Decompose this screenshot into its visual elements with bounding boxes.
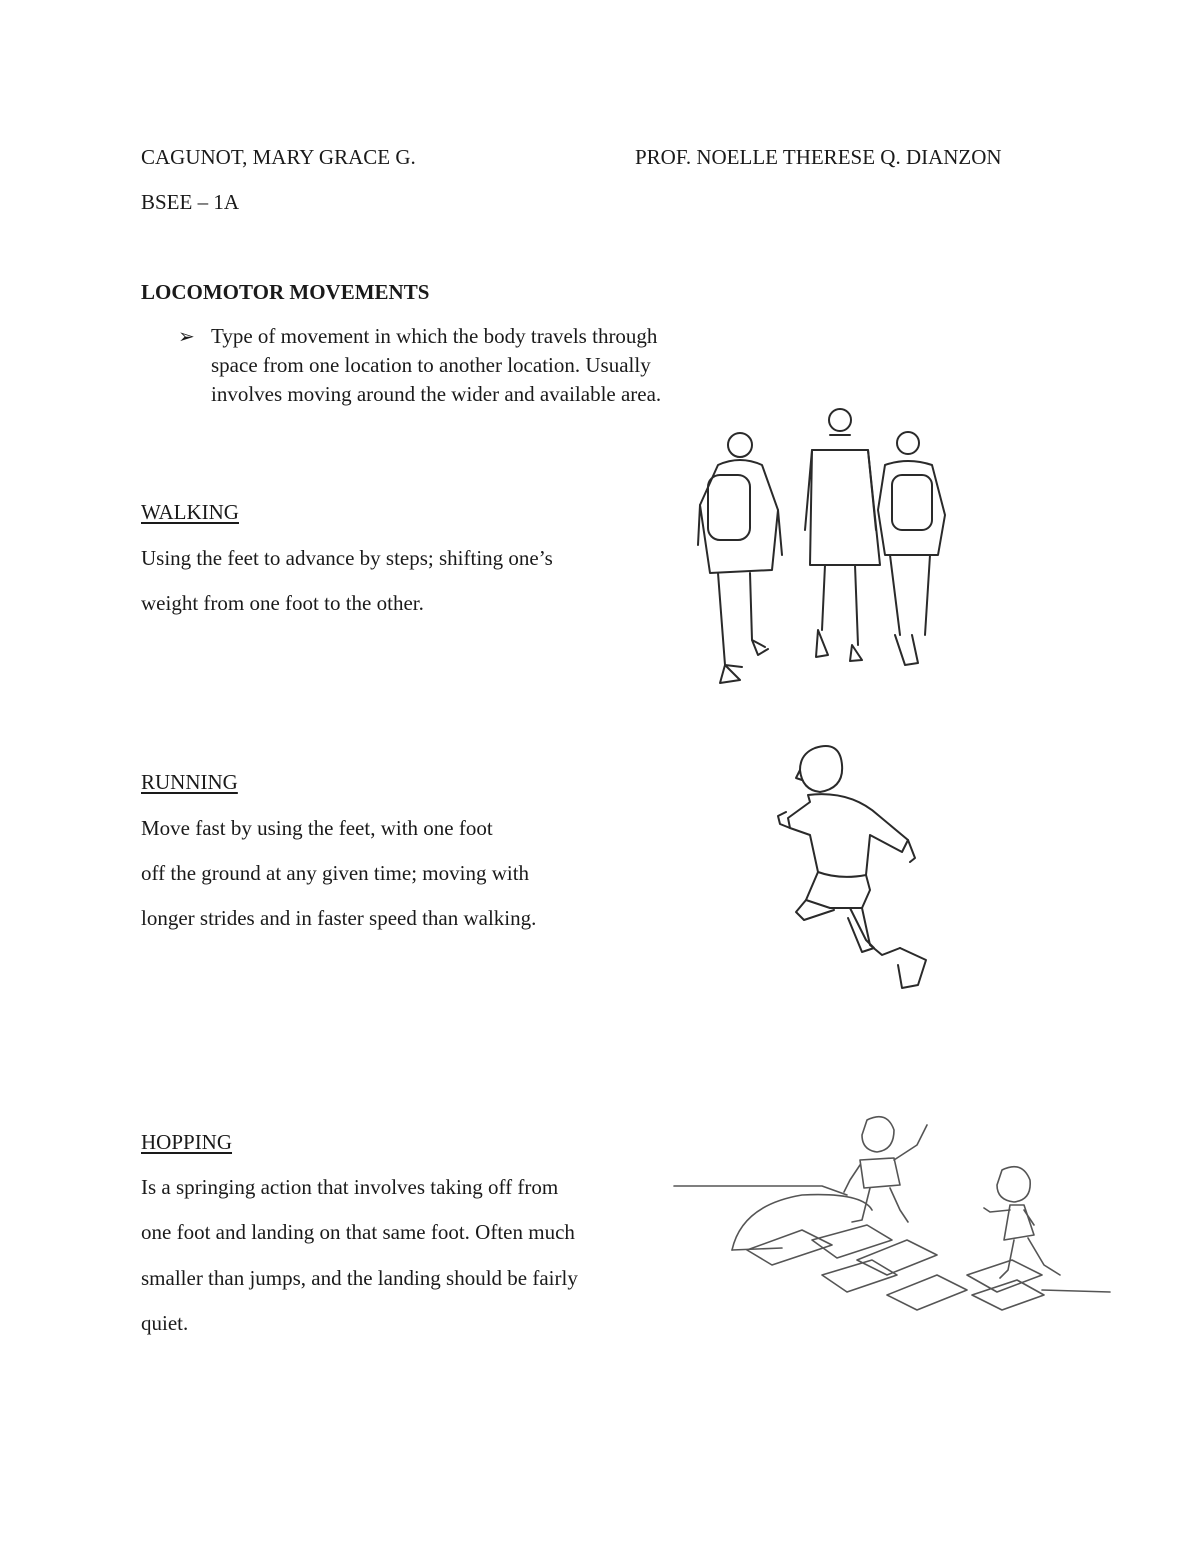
running-line: off the ground at any given time; moving with <box>141 861 530 885</box>
hopscotch-children-illustration <box>672 1100 1112 1325</box>
hopping-heading: HOPPING <box>141 1130 233 1154</box>
hopping-line: one foot and landing on that same foot. Often much <box>141 1220 575 1244</box>
intro-line: involves moving around the wider and available area. <box>211 382 662 406</box>
hopping-line: smaller than jumps, and the landing should be fairly <box>141 1266 578 1290</box>
running-line: Move fast by using the feet, with one foot <box>141 816 493 840</box>
hopping-line: quiet. <box>141 1311 189 1335</box>
running-line: longer strides and in faster speed than walking. <box>141 906 537 930</box>
section-label: BSEE – 1A <box>141 190 240 214</box>
intro-line: space from one location to another location. Usually <box>211 353 651 377</box>
page-title: LOCOMOTOR MOVEMENTS <box>141 280 430 304</box>
running-boy-illustration <box>770 740 940 995</box>
hopping-line: Is a springing action that involves taking off from <box>141 1175 559 1199</box>
intro-line: Type of movement in which the body travels through <box>211 324 658 348</box>
walking-line: weight from one foot to the other. <box>141 591 424 615</box>
professor-name: PROF. NOELLE THERESE Q. DIANZON <box>635 145 1002 169</box>
student-name: CAGUNOT, MARY GRACE G. <box>141 145 416 169</box>
walking-line: Using the feet to advance by steps; shifting one’s <box>141 546 553 570</box>
walking-heading: WALKING <box>141 500 239 524</box>
walking-people-illustration <box>690 405 970 690</box>
running-heading: RUNNING <box>141 770 238 794</box>
arrow-bullet-icon: ➢ <box>178 326 195 348</box>
